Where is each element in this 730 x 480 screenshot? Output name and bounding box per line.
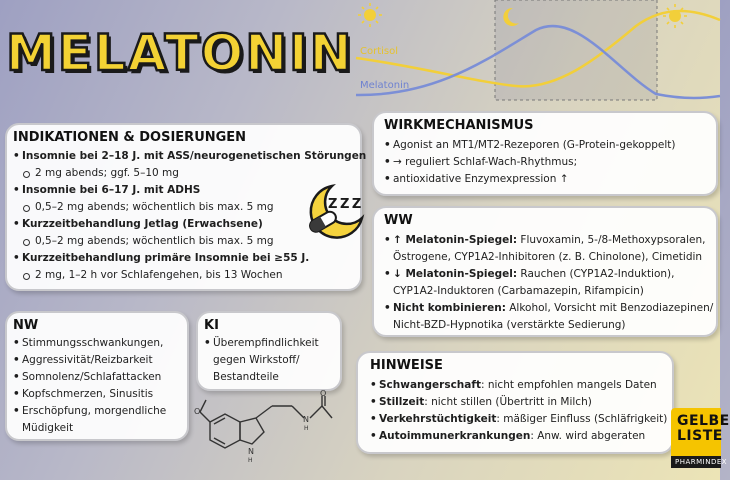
list-item: Müdigkeit bbox=[22, 422, 74, 435]
list-item: • antioxidative Enzymexpression ↑ bbox=[384, 171, 710, 188]
svg-text:N: N bbox=[303, 415, 309, 424]
svg-text:H: H bbox=[304, 425, 309, 432]
svg-text:O: O bbox=[194, 407, 201, 416]
svg-text:N: N bbox=[248, 447, 254, 456]
sun-icon bbox=[663, 4, 687, 28]
list-item: • Nicht kombinieren: Alkohol, Vorsicht mit Benzodiazepinen/ bbox=[384, 300, 710, 317]
ww-list bbox=[384, 232, 714, 334]
ww-card bbox=[372, 206, 718, 337]
nw-list bbox=[13, 335, 181, 437]
list-item: • Verkehrstüchtigkeit: mäßiger Einfluss (Schläfrigkeit) bbox=[370, 411, 666, 428]
hinweise-heading: HINWEISE bbox=[370, 358, 443, 373]
wirkmechanismus-card bbox=[372, 111, 718, 196]
wirkmechanismus-heading: WIRKMECHANISMUS bbox=[384, 118, 534, 133]
sleeping-moon-pill-icon bbox=[302, 180, 368, 246]
list-item: • ↓ Melatonin-Spiegel: Rauchen (CYP1A2-Induktion), bbox=[384, 266, 710, 283]
ki-card bbox=[196, 311, 342, 391]
list-item: • Stimmungsschwankungen, bbox=[13, 335, 181, 352]
list-item: • Insomnie bei 2–18 J. mit ASS/neurogenetischen Störungen bbox=[13, 148, 352, 165]
nw-card bbox=[5, 311, 189, 441]
melatonin-label: Melatonin bbox=[360, 80, 410, 91]
list-item: • Erschöpfung, morgendliche bbox=[13, 403, 181, 420]
hinweise-card bbox=[356, 351, 674, 454]
list-item: • Schwangerschaft: nicht empfohlen mangels Daten bbox=[370, 377, 666, 394]
gelbe-liste-logo: GELBE LISTE PHARMINDEX bbox=[671, 408, 721, 468]
list-item: 0,5–2 mg abends; wöchentlich bis max. 5 mg bbox=[13, 199, 352, 216]
list-item: • Kurzzeitbehandlung Jetlag (Erwachsene) bbox=[13, 216, 352, 233]
list-item: • → reguliert Schlaf-Wach-Rhythmus; bbox=[384, 154, 710, 171]
ww-heading: WW bbox=[384, 213, 413, 228]
list-item: 2 mg, 1–2 h vor Schlafengehen, bis 13 Wochen bbox=[13, 267, 352, 284]
list-item: • ↑ Melatonin-Spiegel: Fluvoxamin, 5-/8-Methoxypsoralen, bbox=[384, 232, 710, 249]
circadian-chart bbox=[356, 0, 720, 104]
list-item: gegen Wirkstoff/ bbox=[213, 354, 300, 367]
list-item: • Aggressivität/Reizbarkeit bbox=[13, 352, 181, 369]
indikationen-heading: INDIKATIONEN & DOSIERUNGEN bbox=[13, 130, 247, 145]
list-item: • Stillzeit: nicht stillen (Übertritt in Milch) bbox=[370, 394, 666, 411]
list-item: Nicht-BZD-Hypnotika (verstärkte Sedierung) bbox=[393, 319, 626, 332]
list-item: 2 mg abends; ggf. 5–10 mg bbox=[13, 165, 352, 182]
melatonin-structure-diagram bbox=[180, 389, 355, 478]
list-item: • Kurzzeitbehandlung primäre Insomnie bei ≥55 J. bbox=[13, 250, 352, 267]
list-item: Östrogene, CYP1A2-Inhibitoren (z. B. Chinolone), Cimetidin bbox=[393, 251, 703, 264]
list-item: • Insomnie bei 6–17 J. mit ADHS bbox=[13, 182, 352, 199]
hinweise-list bbox=[370, 377, 666, 445]
page-title: MELATONIN bbox=[6, 24, 354, 82]
svg-text:O: O bbox=[320, 389, 327, 398]
sun-icon bbox=[358, 3, 382, 27]
list-item: • Autoimmunerkrankungen: Anw. wird abgeraten bbox=[370, 428, 666, 445]
list-item: 0,5–2 mg abends; wöchentlich bis max. 5 mg bbox=[13, 233, 352, 250]
list-item: CYP1A2-Induktoren (Carbamazepin, Rifampicin) bbox=[393, 285, 644, 298]
list-item: • Kopfschmerzen, Sinusitis bbox=[13, 386, 181, 403]
ki-list bbox=[204, 335, 334, 386]
nw-heading: NW bbox=[13, 318, 39, 333]
zzz-text: Z Z Z bbox=[328, 197, 361, 212]
wirkmechanismus-list bbox=[384, 137, 710, 188]
svg-text:H: H bbox=[248, 457, 253, 464]
ki-heading: KI bbox=[204, 318, 219, 333]
cortisol-label: Cortisol bbox=[360, 46, 399, 57]
list-item: • Überempfindlichkeit bbox=[204, 335, 334, 352]
list-item: • Agonist an MT1/MT2-Rezeporen (G-Protein-gekoppelt) bbox=[384, 137, 710, 154]
list-item: Bestandteile bbox=[213, 371, 279, 384]
list-item: • Somnolenz/Schlafattacken bbox=[13, 369, 181, 386]
